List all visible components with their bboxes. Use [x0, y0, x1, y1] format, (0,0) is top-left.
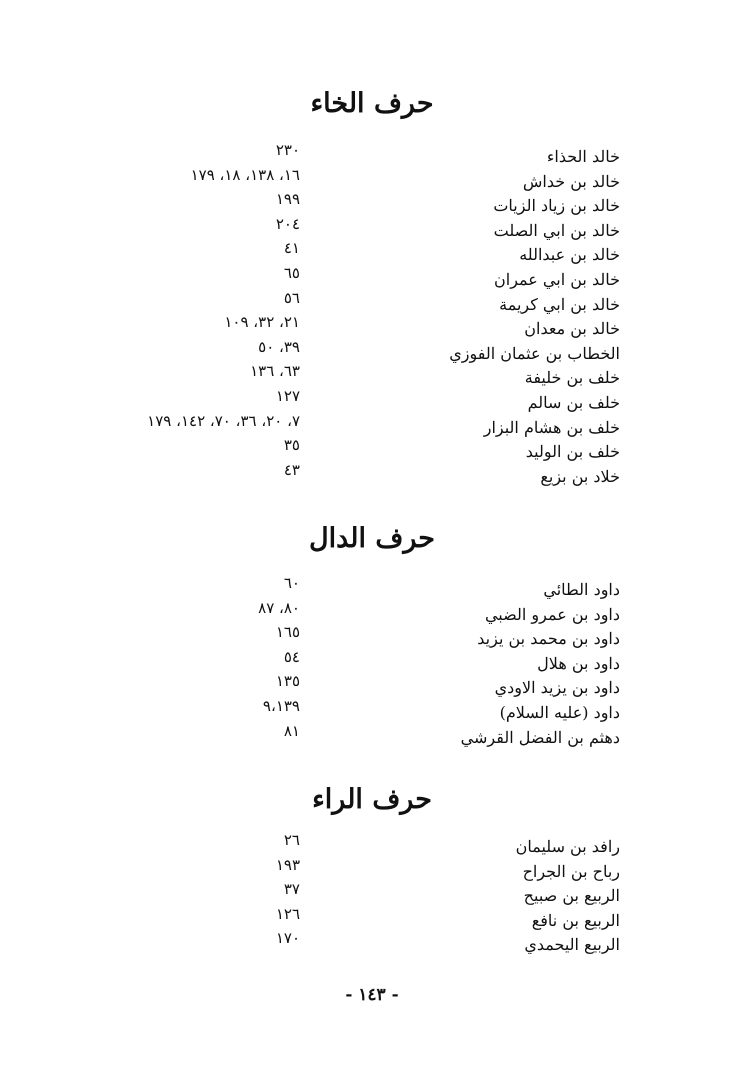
- index-entry: [0, 696, 736, 726]
- entry-pages: ١٦٥: [275, 623, 300, 642]
- entry-name: خالد بن ابي عمران: [494, 269, 620, 289]
- entry-name: دهثم بن الفضل القرشي: [460, 727, 620, 747]
- index-entry: [0, 141, 736, 170]
- index-entry: [0, 362, 736, 391]
- entry-name: داود (عليه السلام): [499, 702, 620, 722]
- index-entry: [0, 190, 736, 219]
- entry-name: خلف بن خليفة: [524, 368, 620, 388]
- index-entry: [0, 831, 736, 860]
- entry-pages: ١٢٦: [275, 904, 300, 923]
- index-entry: [0, 623, 736, 652]
- entry-name: داود بن محمد بن يزيد: [477, 629, 620, 649]
- entry-pages: ٦٥: [283, 263, 300, 282]
- entry-pages: ١٩٣: [275, 855, 300, 874]
- entry-pages: ٢١، ٣٢، ١٠٩: [224, 313, 300, 332]
- section-title-kha: حرف الخاء: [310, 88, 434, 119]
- entry-name: داود بن يزيد الاودي: [494, 678, 620, 698]
- index-entry: [0, 288, 736, 318]
- entry-name: داود بن هلال: [537, 653, 620, 673]
- index-entry: [0, 386, 736, 416]
- index-entry: [0, 165, 736, 195]
- section-kha-list: [0, 141, 736, 489]
- index-entry: [0, 672, 736, 701]
- entry-name: داود بن عمرو الضبي: [484, 604, 620, 624]
- entry-pages: ٧، ٢٠، ٣٦، ٧٠، ١٤٢، ١٧٩: [147, 411, 300, 430]
- section-title-dal: حرف الدال: [309, 523, 435, 554]
- page-number: - ١٤٣ -: [345, 985, 399, 1005]
- entry-name: خالد الحذاء: [546, 147, 620, 166]
- entry-name: خلف بن الوليد: [525, 442, 620, 462]
- entry-pages: ١٦، ١٣٨، ١٨، ١٧٩: [190, 165, 300, 184]
- entry-pages: ٢٦: [283, 831, 300, 849]
- index-entry: [0, 460, 736, 490]
- index-entry: [0, 214, 736, 244]
- entry-pages: ١٣٥: [275, 672, 300, 691]
- entry-name: خلاد بن بزيع: [540, 466, 620, 486]
- entry-name: خلف بن سالم: [527, 392, 620, 412]
- entry-pages: ٥٤: [283, 647, 300, 666]
- entry-pages: ١٩٩: [275, 190, 300, 209]
- entry-name: خالد بن ابي الصلت: [493, 220, 620, 240]
- entry-pages: ٣٩، ٥٠: [258, 337, 300, 356]
- index-entry: [0, 904, 736, 934]
- entry-name: الخطاب بن عثمان الفوزي: [449, 343, 620, 363]
- entry-name: الربيع اليحمدي: [524, 935, 620, 955]
- entry-name: خالد بن زياد الزيات: [493, 196, 620, 216]
- section-dal-list: [0, 574, 736, 750]
- entry-name: الربيع بن نافع: [531, 910, 620, 930]
- index-entry: [0, 239, 736, 268]
- entry-pages: ٢٠٤: [275, 214, 300, 233]
- index-entry: [0, 855, 736, 885]
- index-entry: [0, 721, 736, 751]
- entry-pages: ٢٣٠: [275, 141, 300, 159]
- entry-name: خالد بن خداش: [522, 171, 620, 191]
- entry-pages: ٣٧: [283, 880, 300, 899]
- entry-pages: ٦٣، ١٣٦: [250, 362, 300, 381]
- index-entry: [0, 436, 736, 465]
- entry-name: داود الطائي: [543, 580, 620, 599]
- entry-pages: ٨١: [283, 721, 300, 740]
- entry-pages: ٩،١٣٩: [262, 696, 300, 715]
- entry-pages: ٨٠، ٨٧: [258, 598, 300, 617]
- entry-name: الربيع بن صبيح: [523, 886, 620, 906]
- index-entry: [0, 337, 736, 367]
- entry-name: خالد بن ابي كريمة: [499, 294, 620, 314]
- index-entry: [0, 574, 736, 603]
- index-entry: [0, 880, 736, 909]
- section-title-ra: حرف الراء: [312, 784, 432, 815]
- entry-name: خلف بن هشام البزار: [483, 417, 620, 437]
- index-entry: [0, 929, 736, 958]
- index-entry: [0, 313, 736, 342]
- entry-pages: ٤٣: [283, 460, 300, 479]
- entry-pages: ١٢٧: [275, 386, 300, 405]
- entry-pages: ١٧٠: [275, 929, 300, 948]
- index-entry: [0, 647, 736, 677]
- index-entry: [0, 598, 736, 628]
- index-entry: [0, 411, 736, 441]
- index-entry: [0, 263, 736, 293]
- entry-pages: ٥٦: [283, 288, 300, 307]
- entry-pages: ٤١: [283, 239, 300, 258]
- section-ra-list: [0, 831, 736, 958]
- entry-name: خالد بن عبدالله: [519, 245, 620, 265]
- entry-name: رباح بن الجراح: [522, 861, 620, 881]
- entry-pages: ٦٠: [283, 574, 300, 592]
- entry-name: رافد بن سليمان: [515, 837, 620, 856]
- entry-name: خالد بن معدان: [524, 319, 620, 339]
- entry-pages: ٣٥: [283, 436, 300, 455]
